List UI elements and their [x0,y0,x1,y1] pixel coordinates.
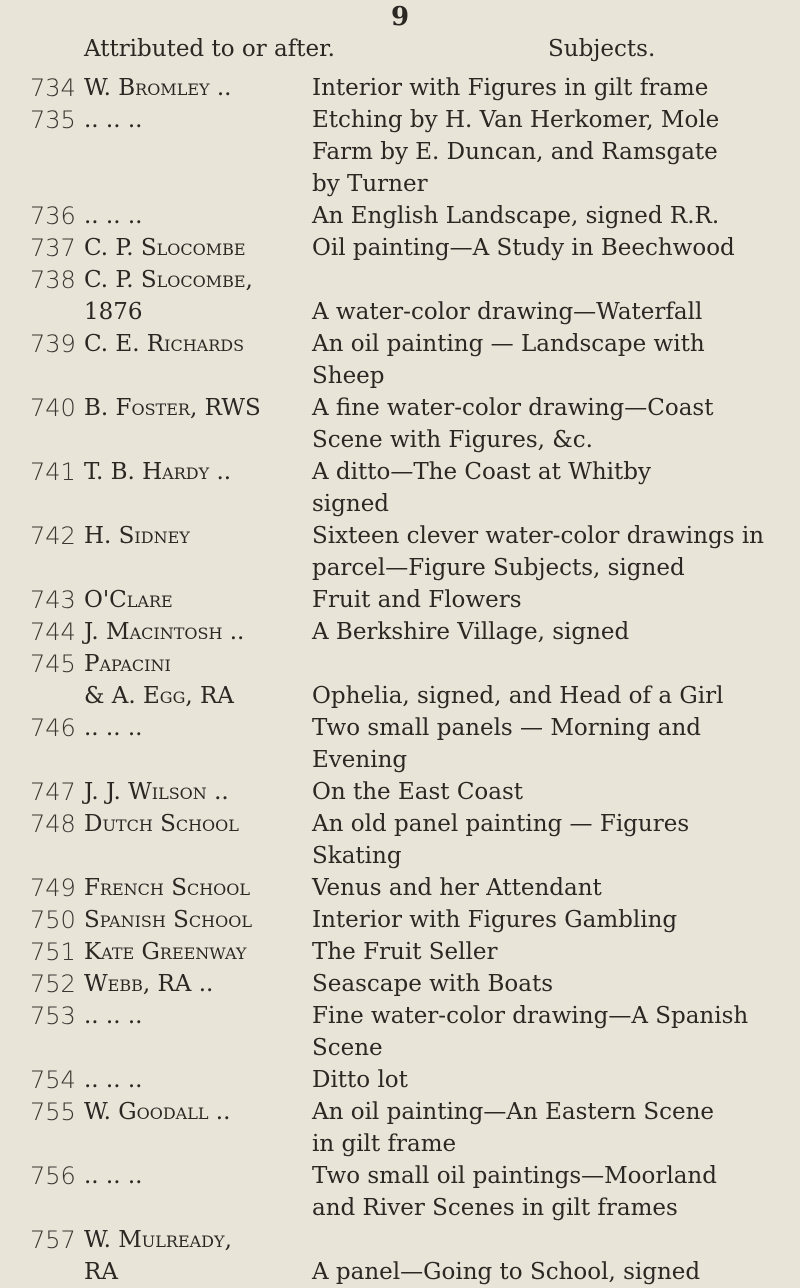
page-number: 9 [390,2,410,32]
artist: Webb, RA .. [84,971,214,997]
attributed-column-header: Attributed to or after. [84,36,335,62]
artist: Papacini & A. Egg, RA [84,651,234,709]
subjects-column-header: Subjects. [548,36,656,62]
lot-number: 755 [30,1098,76,1126]
artist: .. .. .. [84,715,143,741]
artist: T. B. Hardy .. [84,459,232,485]
lot-number: 739 [30,330,76,358]
lot-number: 747 [30,778,76,806]
lot-entry [0,616,800,648]
lot-number: 750 [30,906,76,934]
subject: Fruit and Flowers [312,587,522,613]
artist: W. Mulready, RA [84,1227,232,1285]
artist: .. .. .. [84,203,143,229]
lot-number: 757 [30,1226,76,1254]
artist: H. Sidney [84,523,190,549]
lot-entry [0,72,800,104]
column-headers [0,36,800,66]
lot-number: 745 [30,650,76,678]
artist: C. P. Slocombe, 1876 [84,267,253,325]
lot-entry [0,584,800,616]
subject: Fine water-color drawing—A Spanish Scene [312,1003,749,1061]
subject: A Berkshire Village, signed [312,619,630,645]
subject: The Fruit Seller [312,939,498,965]
lot-number: 746 [30,714,76,742]
subject: Ditto lot [312,1067,408,1093]
lot-number: 738 [30,266,76,294]
subject: Seascape with Boats [312,971,554,997]
subject: Sixteen clever water-color drawings in parcel—Figure Subjects, signed [312,523,764,581]
artist: J. Macintosh .. [84,619,245,645]
artist: W. Goodall .. [84,1099,231,1125]
subject: An old panel painting — Figures Skating [312,811,690,869]
subject: An oil painting — Landscape with Sheep [312,331,705,389]
lot-entry [0,776,800,808]
lot-entry [0,1160,800,1224]
subject: A panel—Going to School, signed [312,1259,701,1285]
lot-entry [0,904,800,936]
subject: Oil painting—A Study in Beechwood [312,235,735,261]
subject: Etching by H. Van Herkomer, Mole Farm by E. Duncan, and Ramsgate by Turner [312,107,720,197]
subject: A fine water-color drawing—Coast Scene with Figures, &c. [312,395,714,453]
artist: .. .. .. [84,1067,143,1093]
lot-number: 736 [30,202,76,230]
subject: Venus and her Attendant [312,875,602,901]
lot-number: 743 [30,586,76,614]
lot-entry [0,1096,800,1160]
lot-entry [0,456,800,520]
artist: B. Foster, RWS [84,395,261,421]
lot-entry [0,232,800,264]
lot-number: 749 [30,874,76,902]
lot-number: 756 [30,1162,76,1190]
lot-entry [0,328,800,392]
lot-number: 740 [30,394,76,422]
artist: .. .. .. [84,1163,143,1189]
artist: O'Clare [84,587,173,613]
lot-number: 752 [30,970,76,998]
artist: French School [84,875,251,901]
lot-number: 754 [30,1066,76,1094]
lot-entry [0,872,800,904]
artist: C. P. Slocombe [84,235,246,261]
lot-number: 751 [30,938,76,966]
lot-number: 734 [30,74,76,102]
subject: Two small panels — Morning and Evening [312,715,702,773]
lot-entry [0,1224,800,1288]
lot-entry [0,264,800,328]
artist: Kate Greenway [84,939,247,965]
subject: Two small oil paintings—Moorland and River Scenes in gilt frames [312,1163,717,1221]
lot-entry [0,648,800,712]
subject: A ditto—The Coast at Whitby signed [312,459,651,517]
lot-entry [0,936,800,968]
lot-entry [0,712,800,776]
subject: On the East Coast [312,779,524,805]
subject: A water-color drawing—Waterfall [312,299,703,325]
lot-entry [0,1064,800,1096]
subject: An English Landscape, signed R.R. [312,203,720,229]
artist: W. Bromley .. [84,75,232,101]
subject: Interior with Figures Gambling [312,907,678,933]
artist: .. .. .. [84,107,143,133]
subject: An oil painting—An Eastern Scene in gilt frame [312,1099,715,1157]
artist: C. E. Richards [84,331,245,357]
artist: J. J. Wilson .. [84,779,229,805]
lot-entry [0,104,800,200]
lot-number: 741 [30,458,76,486]
lot-number: 735 [30,106,76,134]
artist: Spanish School [84,907,252,933]
subject: Interior with Figures in gilt frame [312,75,709,101]
lot-entry [0,392,800,456]
lot-number: 744 [30,618,76,646]
lot-entry [0,200,800,232]
lot-entry [0,808,800,872]
lot-number: 748 [30,810,76,838]
lot-number: 753 [30,1002,76,1030]
artist: .. .. .. [84,1003,143,1029]
lot-entry [0,520,800,584]
lot-number: 742 [30,522,76,550]
artist: Dutch School [84,811,239,837]
lot-number: 737 [30,234,76,262]
subject: Ophelia, signed, and Head of a Girl [312,683,724,709]
lot-list [0,72,800,1288]
lot-entry [0,968,800,1000]
lot-entry [0,1000,800,1064]
